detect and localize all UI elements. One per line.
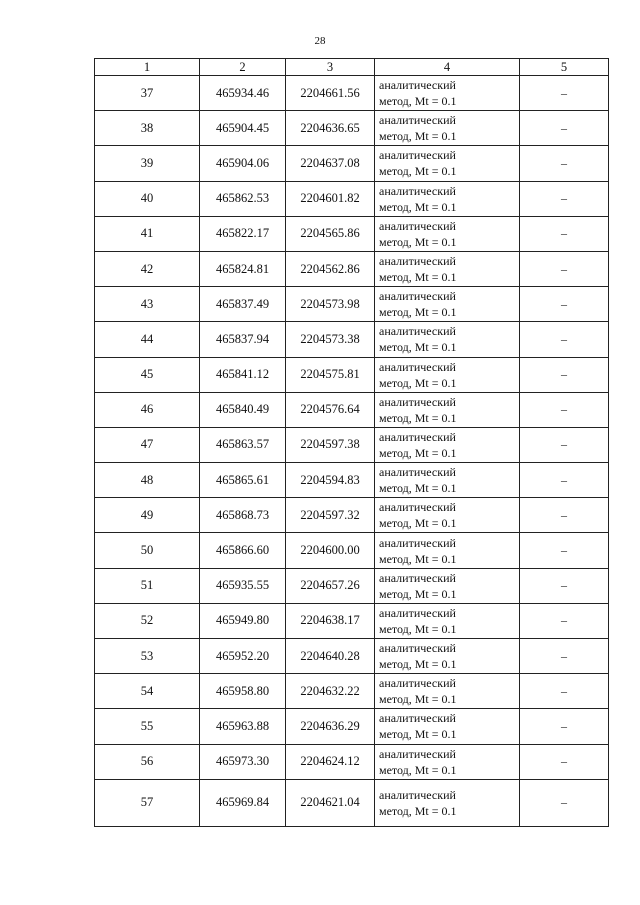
method-line-1: аналитический (379, 113, 456, 128)
method-line-2: метод, Mt = 0.1 (379, 270, 457, 285)
x-coordinate-cell: 465837.94 (200, 322, 286, 357)
note-cell: – (520, 287, 609, 322)
method-line-2: метод, Mt = 0.1 (379, 164, 457, 179)
table-row (95, 181, 609, 216)
method-line-2: метод, Mt = 0.1 (379, 129, 457, 144)
table-row (95, 603, 609, 638)
table-row (95, 76, 609, 111)
y-coordinate-cell: 2204562.86 (286, 251, 375, 286)
point-number-cell: 45 (95, 357, 200, 392)
x-coordinate-cell: 465934.46 (200, 76, 286, 111)
y-coordinate-cell: 2204597.32 (286, 498, 375, 533)
note-cell: – (520, 111, 609, 146)
x-coordinate-cell: 465862.53 (200, 181, 286, 216)
x-coordinate-cell: 465949.80 (200, 603, 286, 638)
method-line-1: аналитический (379, 641, 456, 656)
method-line-2: метод, Mt = 0.1 (379, 481, 457, 496)
method-line-2: метод, Mt = 0.1 (379, 586, 457, 601)
note-cell: – (520, 357, 609, 392)
y-coordinate-cell: 2204621.04 (286, 779, 375, 826)
x-coordinate-cell: 465969.84 (200, 779, 286, 826)
y-coordinate-cell: 2204638.17 (286, 603, 375, 638)
note-cell: – (520, 639, 609, 674)
note-cell: – (520, 322, 609, 357)
x-coordinate-cell: 465863.57 (200, 427, 286, 462)
method-line-1: аналитический (379, 254, 456, 269)
table-row (95, 709, 609, 744)
x-coordinate-cell: 465824.81 (200, 251, 286, 286)
table-header (95, 59, 609, 76)
note-cell: – (520, 392, 609, 427)
x-coordinate-cell: 465840.49 (200, 392, 286, 427)
x-coordinate-cell: 465841.12 (200, 357, 286, 392)
table-row (95, 322, 609, 357)
point-number-cell: 47 (95, 427, 200, 462)
note-cell: – (520, 463, 609, 498)
method-cell (375, 639, 520, 674)
method-line-1: аналитический (379, 500, 456, 515)
x-coordinate-cell: 465963.88 (200, 709, 286, 744)
point-number-cell: 56 (95, 744, 200, 779)
note-cell: – (520, 744, 609, 779)
method-line-2: метод, Mt = 0.1 (379, 445, 457, 460)
y-coordinate-cell: 2204636.29 (286, 709, 375, 744)
method-line-2: метод, Mt = 0.1 (379, 551, 457, 566)
y-coordinate-cell: 2204640.28 (286, 639, 375, 674)
point-number-cell: 46 (95, 392, 200, 427)
x-coordinate-cell: 465837.49 (200, 287, 286, 322)
header-cell-4: 4 (375, 59, 520, 76)
point-number-cell: 53 (95, 639, 200, 674)
point-number-cell: 57 (95, 779, 200, 826)
note-cell: – (520, 568, 609, 603)
y-coordinate-cell: 2204573.38 (286, 322, 375, 357)
x-coordinate-cell: 465822.17 (200, 216, 286, 251)
method-cell (375, 76, 520, 111)
point-number-cell: 40 (95, 181, 200, 216)
method-line-2: метод, Mt = 0.1 (379, 410, 457, 425)
method-cell (375, 357, 520, 392)
point-number-cell: 41 (95, 216, 200, 251)
method-line-1: аналитический (379, 787, 456, 802)
y-coordinate-cell: 2204661.56 (286, 76, 375, 111)
method-line-1: аналитический (379, 746, 456, 761)
x-coordinate-cell: 465973.30 (200, 744, 286, 779)
method-line-1: аналитический (379, 676, 456, 691)
method-line-1: аналитический (379, 78, 456, 93)
note-cell: – (520, 251, 609, 286)
method-line-1: аналитический (379, 324, 456, 339)
method-line-2: метод, Mt = 0.1 (379, 657, 457, 672)
header-cell-2: 2 (200, 59, 286, 76)
method-cell (375, 251, 520, 286)
table-row (95, 463, 609, 498)
header-cell-5: 5 (520, 59, 609, 76)
point-number-cell: 43 (95, 287, 200, 322)
method-line-2: метод, Mt = 0.1 (379, 305, 457, 320)
table-row (95, 251, 609, 286)
x-coordinate-cell: 465904.06 (200, 146, 286, 181)
method-line-2: метод, Mt = 0.1 (379, 340, 457, 355)
method-line-1: аналитический (379, 429, 456, 444)
y-coordinate-cell: 2204637.08 (286, 146, 375, 181)
x-coordinate-cell: 465935.55 (200, 568, 286, 603)
y-coordinate-cell: 2204597.38 (286, 427, 375, 462)
method-line-1: аналитический (379, 605, 456, 620)
y-coordinate-cell: 2204576.64 (286, 392, 375, 427)
method-cell (375, 568, 520, 603)
table-row (95, 216, 609, 251)
method-cell (375, 111, 520, 146)
method-line-1: аналитический (379, 148, 456, 163)
table-row (95, 568, 609, 603)
point-number-cell: 51 (95, 568, 200, 603)
method-line-2: метод, Mt = 0.1 (379, 692, 457, 707)
y-coordinate-cell: 2204594.83 (286, 463, 375, 498)
method-cell (375, 287, 520, 322)
method-line-2: метод, Mt = 0.1 (379, 375, 457, 390)
note-cell: – (520, 76, 609, 111)
table-row (95, 392, 609, 427)
x-coordinate-cell: 465904.45 (200, 111, 286, 146)
method-cell (375, 427, 520, 462)
method-line-1: аналитический (379, 465, 456, 480)
method-line-1: аналитический (379, 711, 456, 726)
table-row (95, 779, 609, 826)
table-row (95, 639, 609, 674)
point-number-cell: 52 (95, 603, 200, 638)
point-number-cell: 54 (95, 674, 200, 709)
y-coordinate-cell: 2204601.82 (286, 181, 375, 216)
point-number-cell: 49 (95, 498, 200, 533)
y-coordinate-cell: 2204657.26 (286, 568, 375, 603)
x-coordinate-cell: 465952.20 (200, 639, 286, 674)
note-cell: – (520, 603, 609, 638)
method-cell (375, 533, 520, 568)
note-cell: – (520, 216, 609, 251)
y-coordinate-cell: 2204573.98 (286, 287, 375, 322)
y-coordinate-cell: 2204624.12 (286, 744, 375, 779)
method-line-2: метод, Mt = 0.1 (379, 803, 457, 818)
method-line-2: метод, Mt = 0.1 (379, 762, 457, 777)
note-cell: – (520, 427, 609, 462)
table-row (95, 146, 609, 181)
table-row (95, 111, 609, 146)
table-row (95, 533, 609, 568)
point-number-cell: 55 (95, 709, 200, 744)
method-line-1: аналитический (379, 183, 456, 198)
method-cell (375, 392, 520, 427)
header-cell-3: 3 (286, 59, 375, 76)
method-line-2: метод, Mt = 0.1 (379, 621, 457, 636)
point-number-cell: 38 (95, 111, 200, 146)
point-number-cell: 37 (95, 76, 200, 111)
x-coordinate-cell: 465866.60 (200, 533, 286, 568)
method-cell (375, 709, 520, 744)
point-number-cell: 48 (95, 463, 200, 498)
method-cell (375, 216, 520, 251)
x-coordinate-cell: 465865.61 (200, 463, 286, 498)
table-row (95, 427, 609, 462)
header-row (95, 59, 609, 76)
note-cell: – (520, 709, 609, 744)
note-cell: – (520, 498, 609, 533)
method-line-2: метод, Mt = 0.1 (379, 199, 457, 214)
point-number-cell: 39 (95, 146, 200, 181)
table-row (95, 287, 609, 322)
y-coordinate-cell: 2204575.81 (286, 357, 375, 392)
method-line-2: метод, Mt = 0.1 (379, 516, 457, 531)
method-cell (375, 498, 520, 533)
point-number-cell: 50 (95, 533, 200, 568)
point-number-cell: 44 (95, 322, 200, 357)
note-cell: – (520, 146, 609, 181)
table-row (95, 744, 609, 779)
header-cell-1: 1 (95, 59, 200, 76)
method-line-1: аналитический (379, 570, 456, 585)
note-cell: – (520, 674, 609, 709)
method-line-1: аналитический (379, 218, 456, 233)
method-cell (375, 674, 520, 709)
x-coordinate-cell: 465868.73 (200, 498, 286, 533)
method-cell (375, 463, 520, 498)
method-line-2: метод, Mt = 0.1 (379, 727, 457, 742)
point-number-cell: 42 (95, 251, 200, 286)
table-row (95, 498, 609, 533)
method-cell (375, 603, 520, 638)
x-coordinate-cell: 465958.80 (200, 674, 286, 709)
method-cell (375, 146, 520, 181)
note-cell: – (520, 779, 609, 826)
method-cell (375, 322, 520, 357)
page-number: 28 (314, 35, 326, 47)
method-line-1: аналитический (379, 359, 456, 374)
y-coordinate-cell: 2204565.86 (286, 216, 375, 251)
y-coordinate-cell: 2204600.00 (286, 533, 375, 568)
method-line-1: аналитический (379, 394, 456, 409)
method-line-1: аналитический (379, 535, 456, 550)
note-cell: – (520, 533, 609, 568)
coordinates-table (94, 58, 609, 827)
method-line-1: аналитический (379, 289, 456, 304)
method-cell (375, 181, 520, 216)
note-cell: – (520, 181, 609, 216)
y-coordinate-cell: 2204636.65 (286, 111, 375, 146)
y-coordinate-cell: 2204632.22 (286, 674, 375, 709)
table-body (95, 76, 609, 827)
table-row (95, 674, 609, 709)
method-line-2: метод, Mt = 0.1 (379, 234, 457, 249)
method-cell (375, 779, 520, 826)
method-line-2: метод, Mt = 0.1 (379, 94, 457, 109)
table-row (95, 357, 609, 392)
method-cell (375, 744, 520, 779)
